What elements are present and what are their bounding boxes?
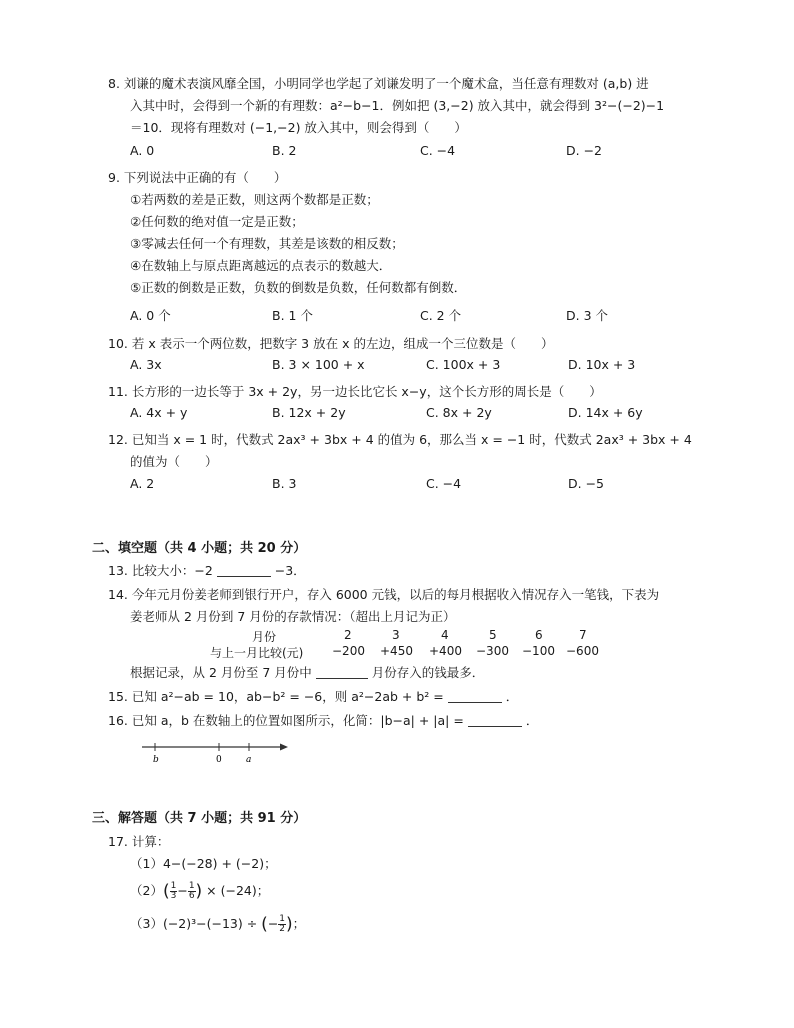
- answer-blank[interactable]: [217, 562, 271, 577]
- minus-sign: −: [267, 916, 279, 931]
- option-c[interactable]: C. 100x + 3: [426, 357, 501, 372]
- minus-sign: −: [177, 883, 188, 898]
- table-month: 7: [579, 628, 587, 642]
- option-c[interactable]: C. −4: [420, 143, 456, 158]
- question-8-options: [130, 143, 690, 163]
- part-3-suffix: ；: [292, 916, 306, 931]
- section-3-title: 三、解答题（共 7 小题；共 91 分）: [92, 811, 307, 826]
- table-month: 5: [489, 628, 497, 642]
- option-d[interactable]: D. −5: [568, 476, 604, 491]
- question-13-prefix: 13. 比较大小：−2: [108, 563, 213, 578]
- question-16: [108, 710, 698, 732]
- table-value: −200: [332, 644, 365, 658]
- deposit-table: [210, 628, 630, 660]
- question-14-line-2: 姜老师从 2 月份到 7 月份的存款情况：（超出上月记为正）: [130, 609, 456, 624]
- table-value: +450: [380, 644, 413, 658]
- question-11-stem: 11. 长方形的一边长等于 3x + 2y，另一边长比它长 x−y，这个长方形的周长是（ ）: [108, 384, 602, 399]
- question-14-line-3-prefix: 根据记录，从 2 月份至 7 月份中: [130, 665, 312, 680]
- option-a[interactable]: A. 3x: [130, 357, 162, 372]
- question-11: [108, 381, 698, 403]
- option-a[interactable]: A. 0: [130, 143, 155, 158]
- table-month: 4: [441, 628, 449, 642]
- option-b[interactable]: B. 3 × 100 + x: [272, 357, 365, 372]
- left-paren: (: [162, 881, 170, 902]
- statement-5: ⑤正数的倒数是正数，负数的倒数是负数，任何数都有倒数．: [130, 280, 467, 295]
- option-d[interactable]: D. 14x + 6y: [568, 405, 643, 420]
- question-14-line-1: 14. 今年元月份姜老师到银行开户，存入 6000 元钱，以后的每月根据收入情况存入一笔钱，下表为: [108, 587, 660, 602]
- option-d[interactable]: D. 10x + 3: [568, 357, 636, 372]
- question-12-line-1: 12. 已知当 x = 1 时，代数式 2ax³ + 3bx + 4 的值为 6，那么当 x = −1 时，代数式 2ax³ + 3bx + 4: [108, 432, 692, 447]
- question-15-suffix: ．: [505, 689, 519, 704]
- table-month: 6: [535, 628, 543, 642]
- question-17: [108, 831, 698, 875]
- statement-3: ③零减去任何一个有理数，其差是该数的相反数；: [130, 236, 404, 251]
- fraction-one-sixth: $\frac{1}{6}$: [188, 881, 195, 901]
- table-header-label: 月份: [252, 630, 277, 644]
- part-2-prefix: （2）: [130, 883, 163, 898]
- right-paren: ): [286, 914, 293, 935]
- option-c[interactable]: C. 8x + 2y: [426, 405, 492, 420]
- question-14-answer-line: [108, 662, 698, 684]
- question-13-suffix: −3．: [274, 563, 306, 578]
- table-month: 2: [344, 628, 352, 642]
- option-a[interactable]: A. 2: [130, 476, 155, 491]
- question-11-options: [130, 405, 690, 425]
- left-paren: (: [261, 914, 268, 935]
- question-8-line-2: 入其中时，会得到一个新的有理数：a²−b−1．例如把 (3,−2) 放入其中，就会得到 3²−(−2)−1: [130, 98, 665, 113]
- question-17-stem: 17. 计算：: [108, 834, 170, 849]
- question-8: [108, 73, 698, 139]
- statement-2: ②任何数的绝对值一定是正数；: [130, 214, 304, 229]
- question-13: [108, 560, 698, 582]
- question-10-stem: 10. 若 x 表示一个两位数，把数字 3 放在 x 的左边，组成一个三位数是（ ）: [108, 336, 554, 351]
- question-8-line-1: 8. 刘谦的魔术表演风靡全国，小明同学也学起了刘谦发明了一个魔术盒，当任意有理数对 (a,b) 进: [108, 76, 649, 91]
- option-a[interactable]: A. 4x + y: [130, 405, 188, 420]
- fraction-one-third: $\frac{1}{3}$: [170, 881, 177, 901]
- axis-label-a: a: [246, 755, 252, 765]
- question-15-prefix: 15. 已知 a²−ab = 10，ab−b² = −6，则 a²−2ab + b² =: [108, 689, 444, 704]
- question-8-line-3: ＝10．现将有理数对 (−1,−2) 放入其中，则会得到（ ）: [130, 120, 467, 135]
- question-9-stem: 9. 下列说法中正确的有（ ）: [108, 170, 287, 185]
- statement-4: ④在数轴上与原点距离越远的点表示的数越大．: [130, 258, 392, 273]
- option-b[interactable]: B. 1 个: [272, 308, 313, 323]
- statement-1: ①若两数的差是正数，则这两个数都是正数；: [130, 192, 379, 207]
- question-12-options: [130, 476, 690, 496]
- table-value: −300: [476, 644, 509, 658]
- question-9: [108, 167, 698, 299]
- table-row-label: 与上一月比较(元): [210, 646, 304, 660]
- table-value: −600: [566, 644, 599, 658]
- option-a[interactable]: A. 0 个: [130, 308, 171, 323]
- question-17-part-3: [108, 911, 698, 937]
- table-value: −100: [522, 644, 555, 658]
- number-line: [140, 740, 290, 766]
- question-16-suffix: ．: [525, 713, 539, 728]
- option-b[interactable]: B. 12x + 2y: [272, 405, 346, 420]
- table-month: 3: [392, 628, 400, 642]
- answer-blank[interactable]: [316, 664, 368, 679]
- axis-label-b: b: [153, 755, 159, 765]
- option-d[interactable]: D. 3 个: [566, 308, 608, 323]
- answer-blank[interactable]: [468, 712, 522, 727]
- question-12-line-2: 的值为（ ）: [130, 454, 218, 469]
- question-17-part-1: （1）4−(−28) + (−2)；: [130, 856, 277, 871]
- answer-blank[interactable]: [448, 688, 502, 703]
- question-17-part-2: [108, 878, 698, 904]
- question-15: [108, 686, 698, 708]
- part-3-prefix: （3）(−2)³−(−13) ÷: [130, 916, 262, 931]
- table-value: +400: [429, 644, 462, 658]
- fraction-one-half: $\frac{1}{2}$: [279, 914, 286, 934]
- number-line-figure: [140, 740, 290, 766]
- right-paren: ): [195, 881, 203, 902]
- option-b[interactable]: B. 3: [272, 476, 297, 491]
- option-d[interactable]: D. −2: [566, 143, 602, 158]
- question-14: [108, 584, 698, 628]
- question-10-options: [130, 357, 690, 377]
- part-2-suffix: × (−24)；: [202, 883, 270, 898]
- question-9-options: [130, 306, 690, 326]
- section-2-title: 二、填空题（共 4 小题；共 20 分）: [92, 541, 307, 556]
- option-c[interactable]: C. −4: [426, 476, 462, 491]
- question-12: [108, 429, 698, 473]
- axis-label-origin: 0: [216, 755, 222, 765]
- question-14-line-3-suffix: 月份存入的钱最多．: [371, 665, 485, 680]
- option-b[interactable]: B. 2: [272, 143, 297, 158]
- question-10: [108, 333, 698, 355]
- option-c[interactable]: C. 2 个: [420, 308, 462, 323]
- question-16-prefix: 16. 已知 a，b 在数轴上的位置如图所示，化简：|b−a| + |a| =: [108, 713, 464, 728]
